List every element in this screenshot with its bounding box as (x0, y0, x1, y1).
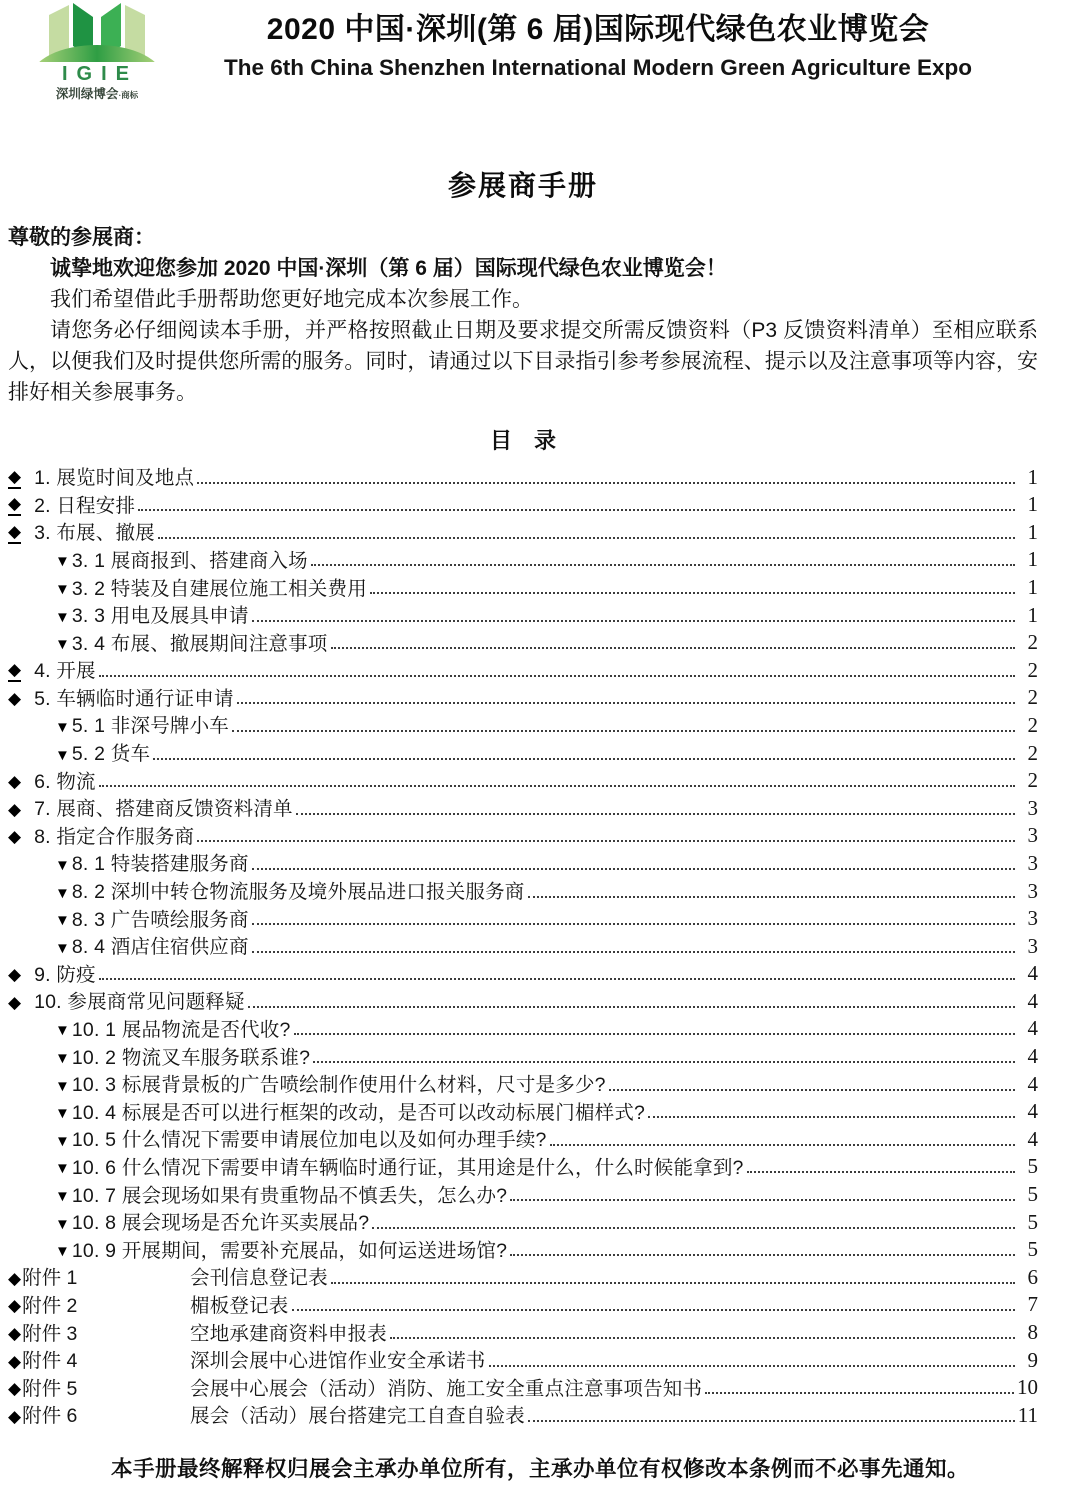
toc-page-number: 4 (1027, 1044, 1038, 1069)
toc-subitem[interactable] (8, 1178, 1038, 1206)
toc-page-number: 2 (1027, 712, 1038, 737)
toc-page-number: 8 (1027, 1320, 1038, 1344)
toc-subitem[interactable] (8, 709, 1038, 737)
toc-item[interactable] (8, 820, 1038, 848)
toc-page-number: 5 (1027, 1237, 1038, 1262)
toc-page-number: 5 (1027, 1154, 1038, 1179)
triangle-icon: ▼ (55, 856, 70, 874)
header (8, 0, 1038, 148)
diamond-icon: ◆ (8, 1268, 22, 1288)
toc-page-number: 6 (1027, 1264, 1038, 1289)
welcome-line: 诚挚地欢迎您参加 2020 中国·深圳（第 6 届）国际现代绿色农业博览会！ (50, 257, 727, 280)
toc-entry-label: 10. 1 展品物流是否代收? (71, 1019, 291, 1041)
dotted-leader (609, 1089, 1015, 1091)
toc-entry-label: 7. 展商、搭建商反馈资料清单 (34, 798, 293, 821)
toc-subitem[interactable] (8, 1096, 1038, 1124)
toc-entry-label: 8. 4 酒店住宿供应商 (71, 936, 249, 959)
diamond-icon: ◆ (8, 827, 22, 847)
dotted-leader (528, 1420, 1015, 1422)
toc-subitem[interactable] (8, 1206, 1038, 1234)
toc-page-number: 4 (1027, 1099, 1038, 1124)
toc-item[interactable] (8, 654, 1038, 682)
toc-subitem[interactable] (8, 737, 1038, 765)
toc-page-number: 1 (1027, 602, 1038, 627)
toc-item[interactable] (8, 765, 1038, 793)
toc-subitem[interactable] (8, 847, 1038, 875)
attachment-title: 深圳会展中心进馆作业安全承诺书 (190, 1350, 486, 1373)
toc-entry-label: 4. 开展 (34, 660, 96, 683)
toc-page-number: 3 (1027, 906, 1038, 931)
toc-page-number: 3 (1027, 878, 1038, 903)
toc-entry-label: 3. 3 用电及展具申请 (71, 605, 249, 628)
toc-entry-label: 5. 车辆临时通行证申请 (34, 687, 234, 710)
toc-page-number: 1 (1027, 519, 1038, 544)
toc-entry-label: 8. 2 深圳中转仓物流服务及境外展品进口报关服务商 (71, 881, 525, 904)
toc-page-number: 3 (1027, 823, 1038, 848)
dotted-leader (550, 1144, 1015, 1146)
dotted-leader (489, 1365, 1015, 1367)
toc-entry-label: 6. 物流 (34, 770, 96, 793)
dotted-leader (510, 1199, 1015, 1201)
manual-title: 参展商手册 (447, 170, 598, 201)
attachment-label: 附件 4 (22, 1350, 78, 1373)
dotted-leader (528, 896, 1015, 898)
toc-page-number: 4 (1027, 1126, 1038, 1151)
toc-entry-label: 10. 3 标展背景板的广告喷绘制作使用什么材料，尺寸是多少? (71, 1074, 606, 1097)
triangle-icon: ▼ (55, 580, 70, 598)
toc-item[interactable] (8, 461, 1038, 489)
toc-page-number: 2 (1027, 630, 1038, 655)
diamond-icon: ◆ (8, 661, 21, 682)
toc-page-number: 1 (1027, 574, 1038, 599)
dotted-leader (331, 647, 1015, 649)
toc-entry-label: 10. 参展商常见问题释疑 (34, 991, 245, 1014)
toc-subitem[interactable] (8, 571, 1038, 599)
toc-attachment-entry[interactable] (8, 1261, 1038, 1289)
dotted-leader (232, 730, 1015, 732)
intro-section (8, 222, 1038, 408)
toc-page-number: 7 (1027, 1292, 1038, 1317)
toc-entry-label: 10. 7 展会现场如果有贵重物品不慎丢失，怎么办? (71, 1184, 508, 1207)
toc-page-number: 2 (1027, 768, 1038, 793)
dotted-leader (248, 1006, 1015, 1008)
attachment-title: 会刊信息登记表 (190, 1267, 328, 1290)
dotted-leader (153, 758, 1015, 760)
toc-entry-label: 10. 5 什么情况下需要申请展位加电以及如何办理手续? (71, 1129, 547, 1152)
dotted-leader (197, 840, 1015, 842)
toc-page-number: 4 (1027, 1071, 1038, 1096)
toc-attachment-entry[interactable] (8, 1399, 1038, 1427)
attachment-label: 附件 2 (22, 1294, 78, 1317)
toc-subitem[interactable] (8, 599, 1038, 627)
triangle-icon: ▼ (55, 884, 70, 902)
logo-acronym: IGIE (61, 63, 139, 85)
triangle-icon: ▼ (55, 1188, 70, 1206)
toc-subitem[interactable] (8, 930, 1038, 958)
attachment-title: 展会（活动）展台搭建完工自查自验表 (190, 1405, 525, 1428)
dotted-leader (99, 785, 1015, 787)
triangle-icon: ▼ (55, 1077, 70, 1095)
toc-entry-label: 10. 6 什么情况下需要申请车辆临时通行证，其用途是什么，什么时候能拿到? (71, 1156, 744, 1179)
toc-page-number: 9 (1027, 1347, 1038, 1372)
toc-attachment-entry[interactable] (8, 1372, 1038, 1400)
toc-page-number: 11 (1017, 1402, 1038, 1427)
expo-title-en: The 6th China Shenzhen International Modern Green Agriculture Expo (224, 55, 972, 80)
dotted-leader (331, 1282, 1015, 1284)
triangle-icon: ▼ (55, 1132, 70, 1150)
toc-page-number: 2 (1027, 740, 1038, 765)
dotted-leader (747, 1171, 1015, 1173)
dotted-leader (296, 813, 1015, 815)
toc-entry-label: 3. 4 布展、撤展期间注意事项 (71, 632, 328, 655)
dotted-leader (99, 675, 1015, 677)
diamond-icon: ◆ (8, 1351, 22, 1371)
salutation: 尊敬的参展商： (8, 226, 155, 249)
diamond-icon: ◆ (8, 689, 22, 709)
dotted-leader (390, 1337, 1015, 1339)
igie-logo-graphic (26, 2, 168, 104)
dotted-leader (252, 923, 1015, 925)
dotted-leader (313, 1061, 1015, 1063)
toc-page-number: 5 (1027, 1182, 1038, 1207)
toc-page-number: 5 (1027, 1209, 1038, 1234)
diamond-icon: ◆ (8, 468, 21, 489)
diamond-icon: ◆ (8, 1296, 22, 1316)
attachment-label: 附件 6 (22, 1405, 78, 1428)
triangle-icon: ▼ (55, 912, 70, 930)
diamond-icon: ◆ (8, 495, 21, 516)
toc-page-number: 4 (1027, 1016, 1038, 1041)
dotted-leader (292, 1309, 1015, 1311)
toc-page-number: 3 (1027, 933, 1038, 958)
diamond-icon: ◆ (8, 772, 22, 792)
toc-page-number: 10 (1017, 1375, 1038, 1400)
toc-attachment-entry[interactable] (8, 1316, 1038, 1344)
toc-item[interactable] (8, 489, 1038, 517)
dotted-leader (311, 564, 1015, 566)
toc-subitem[interactable] (8, 903, 1038, 931)
toc-entry-label: 10. 8 展会现场是否允许买卖展品? (71, 1212, 370, 1235)
attachment-title: 空地承建商资料申报表 (190, 1322, 388, 1345)
toc-entry-label: 8. 3 广告喷绘服务商 (71, 908, 249, 931)
toc-subitem[interactable] (8, 627, 1038, 655)
footer-note: 本手册最终解释权归展会主承办单位所有，主承办单位有权修改本条例而不必事先通知。 (110, 1457, 969, 1481)
diamond-icon: ◆ (8, 992, 22, 1012)
triangle-icon: ▼ (55, 1160, 70, 1178)
toc-subitem[interactable] (8, 1151, 1038, 1179)
toc-entry-label: 3. 2 特装及自建展位施工相关费用 (71, 577, 367, 600)
toc-item[interactable] (8, 985, 1038, 1013)
toc-page-number: 1 (1027, 492, 1038, 517)
dotted-leader (294, 1033, 1016, 1035)
dotted-leader (197, 482, 1015, 484)
logo-caption: 深圳绿博会·商标 (55, 87, 139, 101)
toc-page-number: 4 (1027, 988, 1038, 1013)
dotted-leader (648, 1116, 1015, 1118)
dotted-leader (158, 537, 1015, 539)
diamond-icon: ◆ (8, 965, 22, 985)
toc-entry-label: 8. 1 特装搭建服务商 (71, 853, 249, 876)
toc-page-number: 1 (1027, 547, 1038, 572)
toc-subitem[interactable] (8, 1123, 1038, 1151)
attachment-label: 附件 5 (22, 1377, 78, 1400)
toc-subitem[interactable] (8, 1013, 1038, 1041)
toc-entry-label: 10. 9 开展期间，需要补充展品，如何运送进场馆? (71, 1239, 508, 1262)
toc-entry-label: 8. 指定合作服务商 (34, 825, 195, 848)
toc-entry-label: 5. 2 货车 (71, 743, 151, 766)
toc-attachment-entry[interactable] (8, 1289, 1038, 1317)
diamond-icon: ◆ (8, 1379, 22, 1399)
igie-logo (26, 2, 168, 109)
triangle-icon: ▼ (55, 608, 70, 626)
toc-entry-label: 3. 1 展商报到、搭建商入场 (71, 549, 308, 572)
triangle-icon: ▼ (55, 1243, 70, 1261)
toc-subitem[interactable] (8, 1068, 1038, 1096)
toc-page-number: 3 (1027, 850, 1038, 875)
toc-entry-label: 3. 布展、撤展 (34, 522, 155, 545)
dotted-leader (237, 702, 1015, 704)
dotted-leader (510, 1254, 1015, 1256)
toc-attachment-entry[interactable] (8, 1344, 1038, 1372)
triangle-icon: ▼ (55, 1022, 70, 1040)
triangle-icon: ▼ (55, 553, 70, 571)
toc-page-number: 2 (1027, 685, 1038, 710)
triangle-icon: ▼ (55, 1215, 70, 1233)
toc-heading: 目 录 (489, 428, 556, 453)
triangle-icon: ▼ (55, 718, 70, 736)
dotted-leader (252, 868, 1015, 870)
toc-item[interactable] (8, 516, 1038, 544)
triangle-icon: ▼ (55, 746, 70, 764)
toc-entry-label: 10. 2 物流叉车服务联系谁? (71, 1046, 311, 1069)
diamond-icon: ◆ (8, 523, 21, 544)
attachment-label: 附件 1 (22, 1267, 78, 1290)
dotted-leader (138, 509, 1015, 511)
toc-subitem[interactable] (8, 1040, 1038, 1068)
toc-page-number: 3 (1027, 795, 1038, 820)
toc-entry-label: 5. 1 非深号牌小车 (71, 715, 230, 738)
toc-item[interactable] (8, 958, 1038, 986)
toc-entry-label: 1. 展览时间及地点 (34, 467, 195, 490)
diamond-icon: ◆ (8, 1324, 22, 1343)
toc-subitem[interactable] (8, 1234, 1038, 1262)
toc-entry-label: 9. 防疫 (34, 963, 96, 986)
triangle-icon: ▼ (55, 636, 70, 654)
toc-entry-label: 10. 4 标展是否可以进行框架的改动，是否可以改动标展门楣样式? (71, 1101, 646, 1124)
intro-line-2: 请您务必仔细阅读本手册，并严格按照截止日期及要求提交所需反馈资料（P3 反馈资料清单）至相应联系人，以便我们及时提供您所需的服务。同时，请通过以下目录指引参考参展流程、提示以及注意事项等内容，安排好相关参展事务。 (8, 319, 1038, 404)
dotted-leader (252, 620, 1015, 622)
expo-title-cn: 2020 中国·深圳(第 6 届)国际现代绿色农业博览会 (266, 13, 930, 46)
dotted-leader (252, 951, 1015, 953)
triangle-icon: ▼ (55, 1050, 70, 1068)
triangle-icon: ▼ (55, 939, 70, 957)
toc-entry-label: 2. 日程安排 (34, 494, 136, 517)
attachment-title: 会展中心展会（活动）消防、施工安全重点注意事项告知书 (190, 1377, 703, 1400)
title-block (158, 12, 1038, 81)
toc-item[interactable] (8, 682, 1038, 710)
triangle-icon: ▼ (55, 1105, 70, 1123)
dotted-leader (705, 1392, 1014, 1394)
toc-list (8, 461, 1038, 1427)
attachment-title: 楣板登记表 (190, 1294, 289, 1317)
diamond-icon: ◆ (8, 1406, 22, 1426)
toc-subitem[interactable] (8, 544, 1038, 572)
toc-page-number: 2 (1027, 657, 1038, 682)
dotted-leader (372, 1227, 1015, 1229)
toc-page-number: 4 (1027, 961, 1038, 986)
intro-line-1: 我们希望借此手册帮助您更好地完成本次参展工作。 (50, 288, 533, 311)
dotted-leader (99, 978, 1015, 980)
attachment-label: 附件 3 (22, 1322, 78, 1345)
toc-page-number: 1 (1027, 464, 1038, 489)
dotted-leader (370, 592, 1015, 594)
diamond-icon: ◆ (8, 799, 22, 819)
toc-subitem[interactable] (8, 875, 1038, 903)
toc-item[interactable] (8, 792, 1038, 820)
